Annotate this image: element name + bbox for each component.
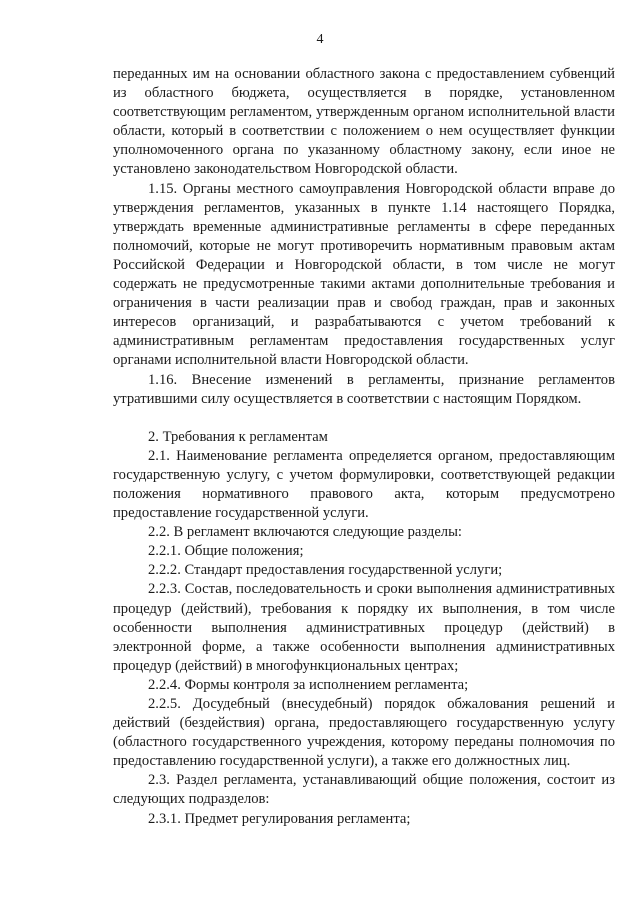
paragraph-2-3-1: 2.3.1. Предмет регулирования регламента; bbox=[148, 810, 411, 827]
document-body bbox=[113, 65, 615, 829]
section-heading: 2. Требования к регламентам bbox=[148, 428, 328, 445]
paragraph-continued: переданных им на основании областного закона с предоставлением субвенций из областного бюджета, осуществляется в порядке, установленном соответствующим регламентом, утвержденным органом исполнительной власти области, который в соответствии с положением о нем осуществляет функции уполномоченного органа по указанному областному закону, если иное не установлено законодательством Новгородской области. bbox=[113, 66, 615, 178]
paragraph-2-2: 2.2. В регламент включаются следующие разделы: bbox=[148, 524, 462, 541]
paragraph-2-3: 2.3. Раздел регламента, устанавливающий общие положения, состоит из следующих подразделов: bbox=[113, 772, 615, 808]
paragraph-2-2-1: 2.2.1. Общие положения; bbox=[148, 543, 304, 560]
paragraph-2-2-3: 2.2.3. Состав, последовательность и сроки выполнения административных процедур (действий), требования к порядку их выполнения, в том числе особенности выполнения административных процедур (действий) в электронной форме, а также особенности выполнения административных процедур (действий) в многофункциональных центрах; bbox=[113, 581, 615, 674]
paragraph-2-2-2: 2.2.2. Стандарт предоставления государственной услуги; bbox=[148, 562, 503, 579]
paragraph-1-16: 1.16. Внесение изменений в регламенты, признание регламентов утратившими силу осуществляется в соответствии с настоящим Порядком. bbox=[113, 371, 615, 407]
paragraph-1-15: 1.15. Органы местного самоуправления Новгородской области вправе до утверждения регламентов, указанных в пункте 1.14 настоящего Порядка, утверждать временные административные регламенты в сфере переданных полномочий, которые не могут противоречить нормативным правовым актам Российской Федерации и Новгородской области, в том числе не могут содержать не предусмотренные такими актами дополнительные требования и ограничения в части реализации прав и свобод граждан, прав и законных интересов организаций, и разрабатываются с учетом требований к административным регламентам предоставления государственных услуг органами исполнительной власти Новгородской области. bbox=[113, 180, 615, 369]
page-number: 4 bbox=[316, 32, 324, 47]
paragraph-2-2-4: 2.2.4. Формы контроля за исполнением регламента; bbox=[148, 676, 469, 693]
paragraph-2-2-5: 2.2.5. Досудебный (внесудебный) порядок обжалования решений и действий (бездействия) органа, предоставляющего государственную услугу (областного государственного учреждения, которому переданы полномочия по предоставлению государственной услуги), а также его должностных лиц. bbox=[113, 696, 615, 770]
section-spacer bbox=[113, 409, 615, 428]
paragraph-2-1: 2.1. Наименование регламента определяется органом, предоставляющим государственную услугу, с учетом формулировки, соответствующей редакции положения нормативного правового акта, которым предусмотрено предоставление государственной услуги. bbox=[113, 447, 615, 522]
